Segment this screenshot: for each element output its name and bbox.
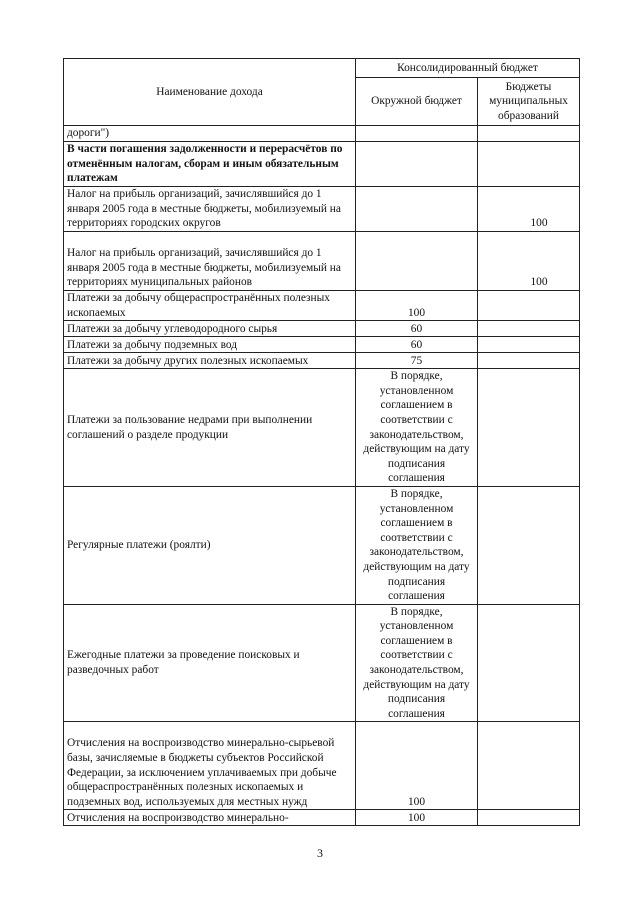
row-name: Платежи за добычу общераспространённых полезных ископаемых (64, 291, 356, 321)
row-okrug-value (356, 126, 478, 142)
table-row (64, 232, 580, 291)
row-name: Платежи за добычу подземных вод (64, 337, 356, 353)
table-row (64, 187, 580, 232)
row-municipal-value (478, 291, 580, 321)
row-okrug-value: 100 (356, 810, 478, 826)
row-okrug-value: 75 (356, 353, 478, 369)
row-municipal-value (478, 337, 580, 353)
row-okrug-value: В порядке, установленном соглашением в соответствии с законодательством, действующим на дату подписания соглашения (356, 369, 478, 487)
table-row (64, 486, 580, 604)
table-row (64, 321, 580, 337)
row-okrug-value: В порядке, установленном соглашением в соответствии с законодательством, действующим на дату подписания соглашения (356, 486, 478, 604)
row-name: Налог на прибыль организаций, зачислявшийся до 1 января 2005 года в местные бюджеты, мобилизуемый на территориях муниципальных районов (64, 232, 356, 291)
row-name: дороги") (64, 126, 356, 142)
row-municipal-value: 100 (478, 232, 580, 291)
row-okrug-value: 100 (356, 291, 478, 321)
section-heading: В части погашения задолженности и перерасчётов по отменённым налогам, сборам и иным обязательным платежам (64, 142, 356, 187)
row-municipal-value (478, 486, 580, 604)
header-consolidated-budget: Консолидированный бюджет (356, 59, 580, 78)
table-row (64, 353, 580, 369)
table-row (64, 291, 580, 321)
header-row-1 (64, 59, 580, 78)
row-name: Регулярные платежи (роялти) (64, 486, 356, 604)
table-row (64, 604, 580, 722)
row-name: Платежи за добычу других полезных ископаемых (64, 353, 356, 369)
row-okrug-value (356, 232, 478, 291)
page-number: 3 (317, 846, 323, 860)
section-row (64, 142, 580, 187)
row-okrug-value (356, 142, 478, 187)
header-income-name: Наименование дохода (64, 59, 356, 126)
table-row (64, 369, 580, 487)
row-name: Отчисления на воспроизводство минерально- (64, 810, 356, 826)
row-okrug-value: В порядке, установленном соглашением в соответствии с законодательством, действующим на дату подписания соглашения (356, 604, 478, 722)
row-name: Налог на прибыль организаций, зачислявшийся до 1 января 2005 года в местные бюджеты, мобилизуемый на территориях городских округов (64, 187, 356, 232)
row-municipal-value (478, 810, 580, 826)
row-name: Ежегодные платежи за проведение поисковых и разведочных работ (64, 604, 356, 722)
row-municipal-value (478, 353, 580, 369)
table-row (64, 126, 580, 142)
revenue-distribution-table (63, 58, 580, 826)
row-municipal-value (478, 321, 580, 337)
row-municipal-value (478, 142, 580, 187)
row-name: Платежи за добычу углеводородного сырья (64, 321, 356, 337)
header-okrug-budget: Окружной бюджет (356, 78, 478, 126)
row-name: Платежи за пользование недрами при выполнении соглашений о разделе продукции (64, 369, 356, 487)
table-row (64, 337, 580, 353)
row-municipal-value (478, 369, 580, 487)
row-okrug-value (356, 187, 478, 232)
row-municipal-value (478, 604, 580, 722)
row-okrug-value: 60 (356, 337, 478, 353)
row-name: Отчисления на воспроизводство минерально-сырьевой базы, зачисляемые в бюджеты субъектов Российской Федерации, за исключением уплачиваемых при добыче общераспространённых полезных ископаемых и подземных вод, используемых для местных нужд (64, 722, 356, 810)
row-municipal-value (478, 722, 580, 810)
row-okrug-value: 100 (356, 722, 478, 810)
row-municipal-value (478, 126, 580, 142)
table-row (64, 722, 580, 810)
row-municipal-value: 100 (478, 187, 580, 232)
row-okrug-value: 60 (356, 321, 478, 337)
table-row (64, 810, 580, 826)
header-municipal-budgets: Бюджеты муниципальных образований (478, 78, 580, 126)
